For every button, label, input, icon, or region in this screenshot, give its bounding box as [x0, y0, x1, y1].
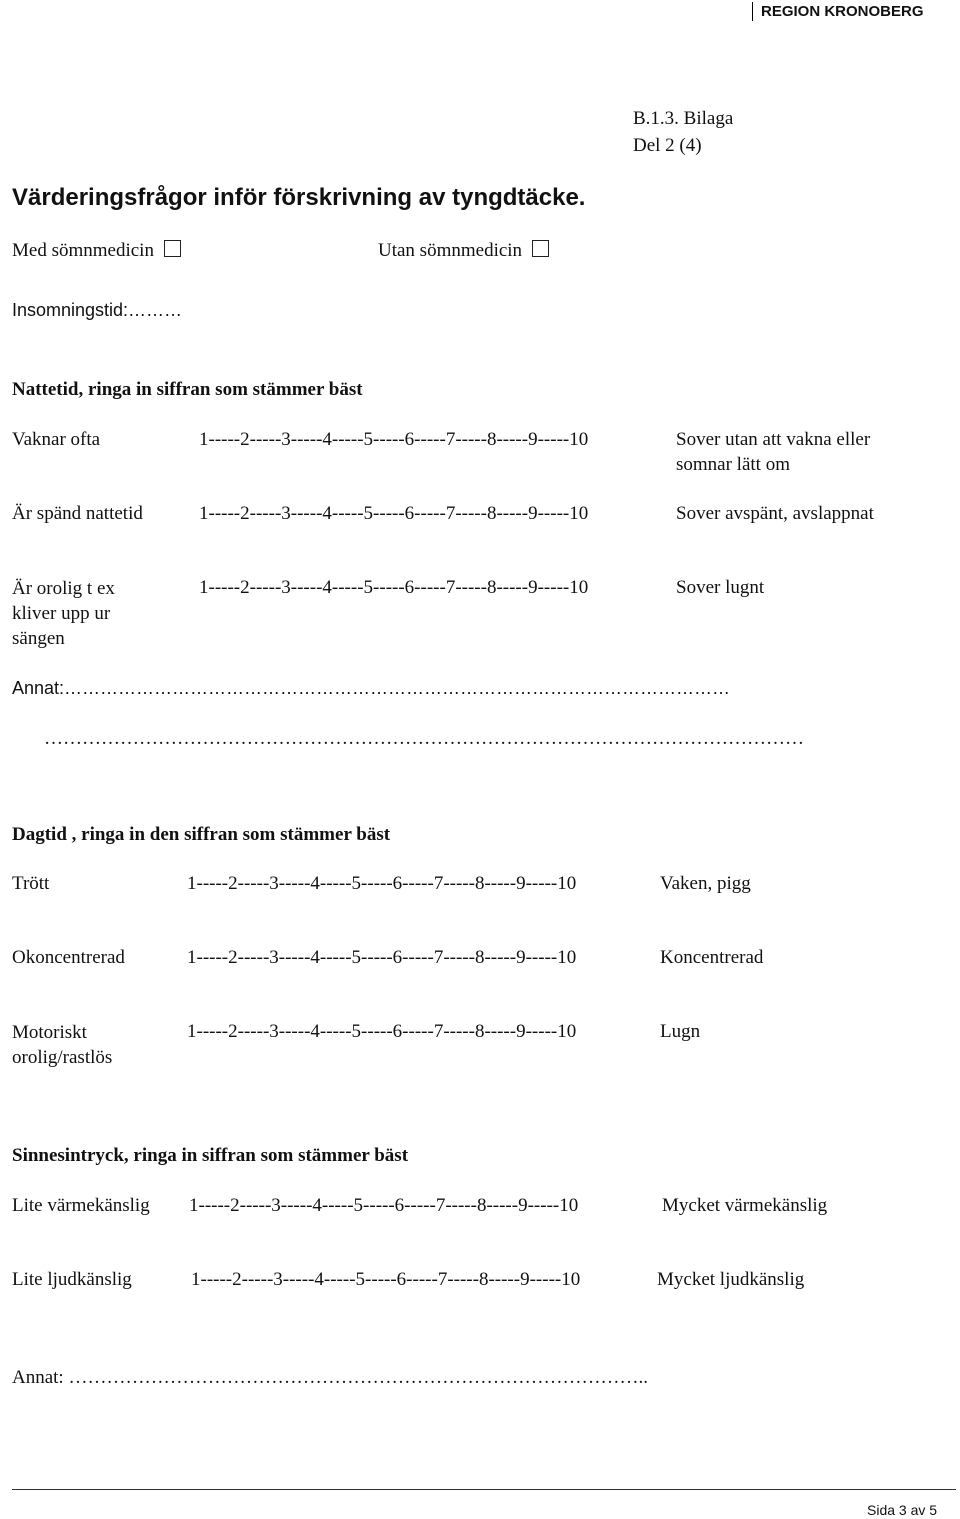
rating-scale[interactable]: 1-----2-----3-----4-----5-----6-----7-----8-----9-----10: [199, 429, 589, 450]
night-row-right-2: Sover avspänt, avslappnat: [676, 503, 874, 524]
night-row-right-1: Sover utan att vakna eller somnar lätt om: [676, 429, 871, 475]
day-row-right-2: Koncentrerad: [660, 947, 764, 968]
senses-row-left-1: Lite värmekänslig: [12, 1195, 150, 1216]
night-row-right-3: Sover lugnt: [676, 577, 765, 598]
checkbox-with-medicine-label: Med sömnmedicin: [12, 240, 154, 261]
night-annat-field-line2[interactable]: …………………………………………………………………………………………………………: [44, 728, 804, 749]
checkbox-with-medicine[interactable]: [12, 240, 181, 262]
checkbox-square-icon[interactable]: [532, 240, 549, 257]
bilaga-label: B.1.3. Bilaga: [633, 108, 734, 129]
night-row-left-1: Vaknar ofta: [12, 429, 101, 450]
night-annat-field[interactable]: Annat:…………………………………………………………………………………………………: [12, 678, 731, 698]
page-title: Värderingsfrågor inför förskrivning av tyngdtäcke.: [12, 184, 586, 211]
rating-scale[interactable]: 1-----2-----3-----4-----5-----6-----7-----8-----9-----10: [191, 1269, 581, 1290]
rating-scale[interactable]: 1-----2-----3-----4-----5-----6-----7-----8-----9-----10: [187, 947, 577, 968]
senses-row-right-1: Mycket värmekänslig: [662, 1195, 828, 1216]
senses-heading: Sinnesintryck, ringa in siffran som stämmer bäst: [12, 1145, 409, 1166]
footer-divider: [12, 1489, 956, 1490]
senses-row-right-2: Mycket ljudkänslig: [657, 1269, 805, 1290]
checkbox-square-icon[interactable]: [164, 240, 181, 257]
day-row-left-3: Motoriskt orolig/rastlös: [12, 1022, 113, 1068]
checkbox-without-medicine[interactable]: [378, 240, 549, 262]
day-row-right-3: Lugn: [660, 1021, 701, 1042]
insomning-field[interactable]: Insomningstid:………: [12, 300, 183, 320]
rating-scale[interactable]: 1-----2-----3-----4-----5-----6-----7-----8-----9-----10: [187, 873, 577, 894]
part-label: Del 2 (4): [633, 135, 702, 156]
organization-name: REGION KRONOBERG: [752, 2, 924, 21]
day-heading: Dagtid , ringa in den siffran som stämmer bäst: [12, 824, 391, 845]
day-row-left-2: Okoncentrerad: [12, 947, 125, 968]
rating-scale[interactable]: 1-----2-----3-----4-----5-----6-----7-----8-----9-----10: [189, 1195, 579, 1216]
day-row-right-1: Vaken, pigg: [660, 873, 751, 894]
night-row-left-3: Är orolig t ex kliver upp ur sängen: [12, 578, 115, 649]
senses-row-left-2: Lite ljudkänslig: [12, 1269, 132, 1290]
document-reference: [633, 105, 733, 159]
rating-scale[interactable]: 1-----2-----3-----4-----5-----6-----7-----8-----9-----10: [199, 503, 589, 524]
rating-scale[interactable]: 1-----2-----3-----4-----5-----6-----7-----8-----9-----10: [187, 1021, 577, 1042]
rating-scale[interactable]: 1-----2-----3-----4-----5-----6-----7-----8-----9-----10: [199, 577, 589, 598]
day-row-left-1: Trött: [12, 873, 50, 894]
page-number: Sida 3 av 5: [867, 1502, 938, 1518]
night-row-left-2: Är spänd nattetid: [12, 503, 143, 524]
senses-annat-field[interactable]: Annat: ………………………………………………………………………………..: [12, 1367, 648, 1388]
checkbox-without-medicine-label: Utan sömnmedicin: [378, 240, 523, 261]
night-heading: Nattetid, ringa in siffran som stämmer bäst: [12, 379, 363, 400]
